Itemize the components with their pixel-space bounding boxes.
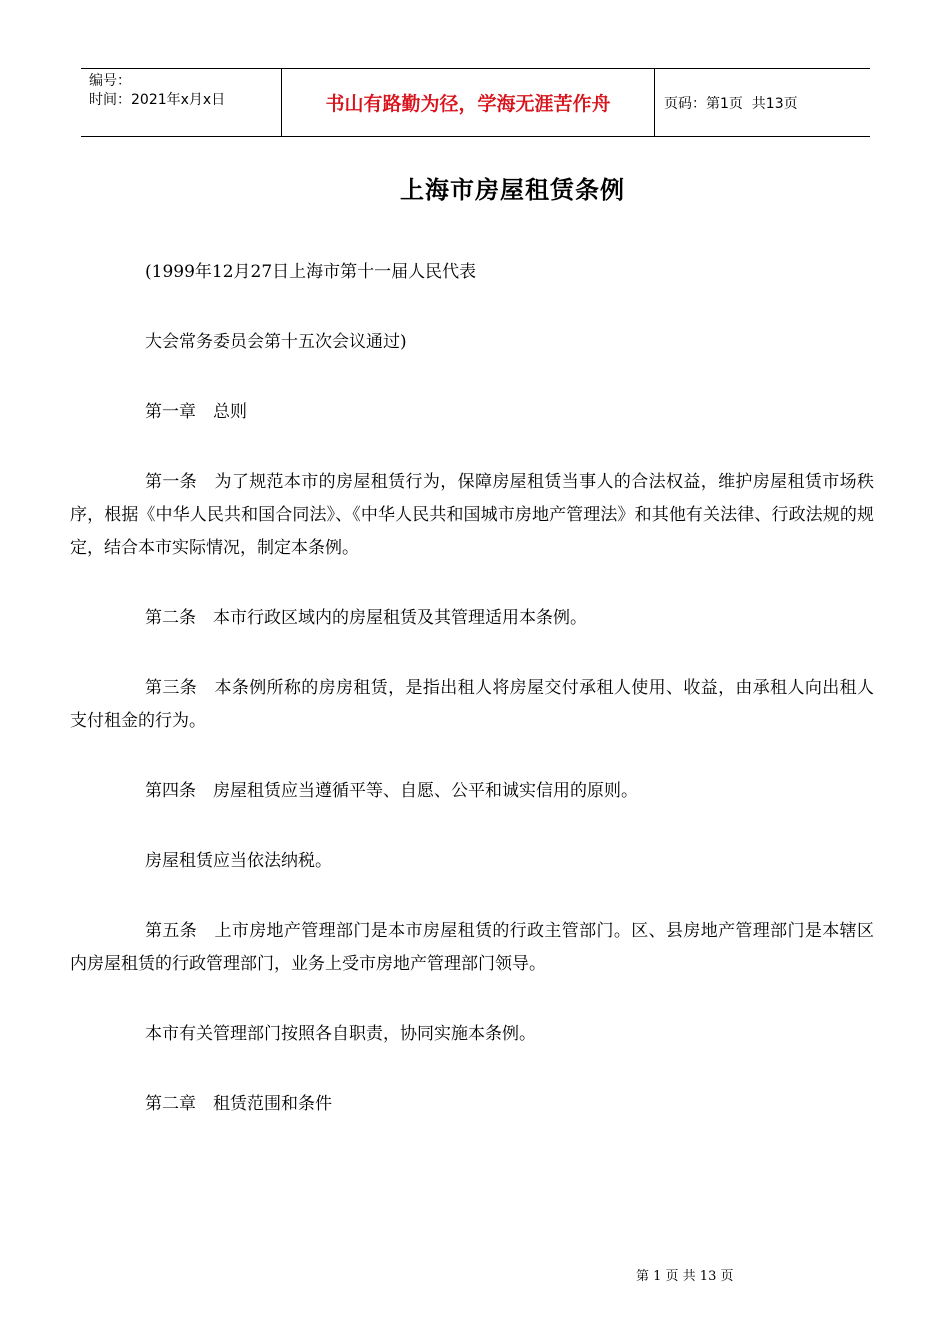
paragraph: 大会常务委员会第十五次会议通过)	[145, 332, 407, 352]
header-page-info-text: 页码：第1页 共13页	[664, 95, 798, 112]
chapter-heading: 第二章 租赁范围和条件	[145, 1094, 332, 1114]
article-subparagraph: 房屋租赁应当依法纳税。	[145, 851, 332, 871]
header-motto: 书山有路勤为径，学海无涯苦作舟	[281, 69, 655, 136]
document-body	[70, 256, 874, 1158]
article-paragraph: 第五条 上市房地产管理部门是本市房屋租赁的行政主管部门。区、县房地产管理部门是本辖区内房屋租赁的行政管理部门，业务上受市房地产管理部门领导。	[70, 921, 874, 974]
page-header	[81, 68, 870, 137]
chapter-heading: 第一章 总则	[145, 402, 247, 422]
article-paragraph: 第二条 本市行政区域内的房屋租赁及其管理适用本条例。	[145, 608, 587, 628]
article-paragraph: 第一条 为了规范本市的房屋租赁行为，保障房屋租赁当事人的合法权益，维护房屋租赁市场秩序，根据《中华人民共和国合同法》、《中华人民共和国城市房地产管理法》和其他有关法律、行政法规的规定，结合本市实际情况，制定本条例。	[70, 472, 874, 558]
document-number-label: 编号：	[89, 73, 131, 89]
document-title: 上海市房屋租赁条例	[400, 176, 625, 204]
document-time-label: 时间：2021年x月x日	[89, 92, 226, 108]
header-meta	[81, 69, 281, 136]
page-footer: 第 1 页 共 13 页	[636, 1269, 734, 1284]
article-paragraph: 第三条 本条例所称的房房租赁，是指出租人将房屋交付承租人使用、收益，由承租人向出租人支付租金的行为。	[70, 678, 874, 731]
header-page-info	[655, 69, 870, 136]
article-subparagraph: 本市有关管理部门按照各自职责，协同实施本条例。	[145, 1024, 536, 1044]
paragraph: (1999年12月27日上海市第十一届人民代表	[145, 262, 477, 282]
article-paragraph: 第四条 房屋租赁应当遵循平等、自愿、公平和诚实信用的原则。	[145, 781, 638, 801]
